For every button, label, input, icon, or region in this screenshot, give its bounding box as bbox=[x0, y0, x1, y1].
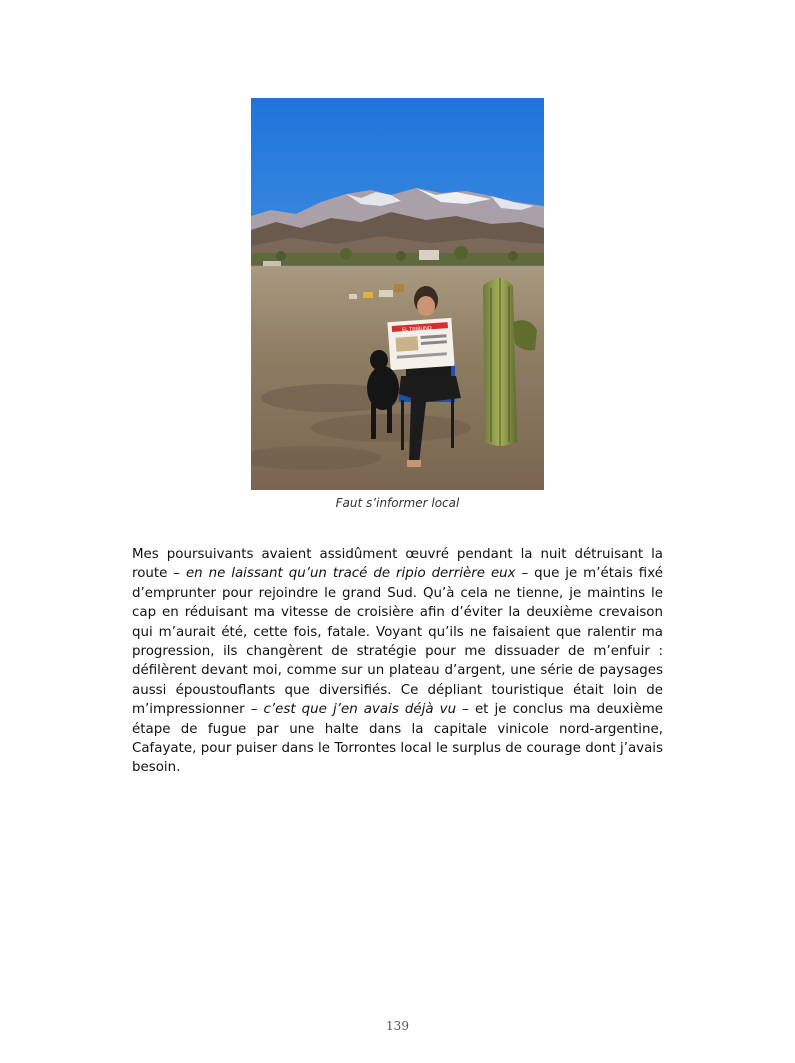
text-run-2: – que je m’étais fixé d’emprunter pour rejoindre le grand Sud. Qu’à cela ne tienne, je maintins le cap en réduisant ma vitesse de croisière afin d’éviter la deuxième crevaison qui m’aurait été, cette fois, fatale. Voyant qu’ils ne faisaient que ralentir ma progression, ils changèrent de stratégie pour me dissuader de m’enfuir : défilèrent devant moi, comme sur un plateau d’argent, une série de paysages aussi époustouflants que diversifiés. Ce dépliant touristique était loin de m’impressionner – bbox=[132, 566, 663, 718]
body-paragraph bbox=[132, 545, 663, 778]
text-run-3: – et je conclus ma deuxième étape de fugue par une halte dans la capitale vinicole nord-argentine, Cafayate, pour puiser dans le Torrontes local le surplus de courage dont j’avais besoin. bbox=[132, 702, 663, 776]
newspaper-title: EL TRIBUNO bbox=[401, 325, 432, 334]
page-number: 139 bbox=[386, 1019, 409, 1033]
photo-caption: Faut s’informer local bbox=[335, 496, 460, 510]
text-run-1: Mes poursuivants avaient assidûment œuvré pendant la nuit détruisant la route – bbox=[132, 547, 663, 582]
text-run-italic-1: en ne laissant qu’un tracé de ripio derrière eux bbox=[185, 566, 516, 582]
photo-man-reading-newspaper bbox=[251, 98, 544, 490]
text-run-italic-2: c’est que j’en avais déjà vu bbox=[263, 702, 457, 718]
